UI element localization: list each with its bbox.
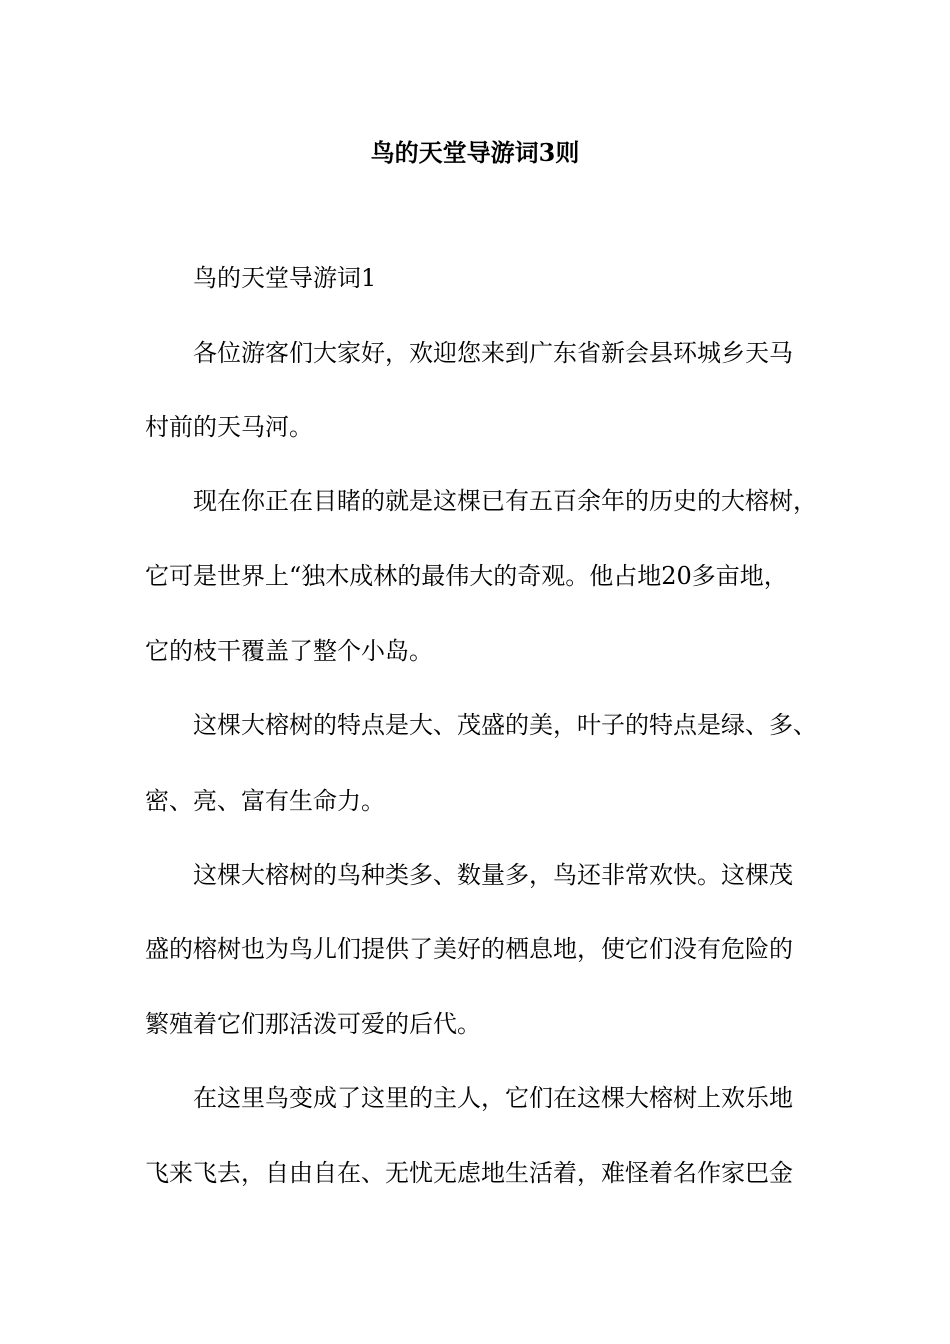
paragraph-line: 密、亮、富有生命力。 (145, 787, 385, 815)
document-title: 鸟的天堂导游词3则 (370, 138, 580, 167)
section-heading: 鸟的天堂导游词1 (193, 264, 377, 292)
paragraph-line: 盛的榕树也为鸟儿们提供了美好的栖息地，使它们没有危险的 (145, 935, 793, 963)
paragraph-line: 飞来飞去，自由自在、无忧无虑地生活着，难怪着名作家巴金 (145, 1159, 793, 1187)
paragraph-line: 它可是世界上“独木成林的最伟大的奇观。他占地20多亩地， (145, 562, 788, 590)
paragraph-line: 繁殖着它们那活泼可爱的后代。 (145, 1010, 481, 1038)
paragraph-line: 在这里鸟变成了这里的主人，它们在这棵大榕树上欢乐地 (193, 1084, 793, 1112)
paragraph-line: 它的枝干覆盖了整个小岛。 (145, 637, 433, 665)
paragraph-line: 这棵大榕树的鸟种类多、数量多，鸟还非常欢快。这棵茂 (193, 861, 793, 889)
paragraph-line: 各位游客们大家好，欢迎您来到广东省新会县环城乡天马 (193, 339, 793, 367)
paragraph-line: 村前的天马河。 (145, 413, 313, 441)
paragraph-line: 现在你正在目睹的就是这棵已有五百余年的历史的大榕树， (193, 487, 817, 515)
paragraph-line: 这棵大榕树的特点是大、茂盛的美，叶子的特点是绿、多、 (193, 711, 817, 739)
